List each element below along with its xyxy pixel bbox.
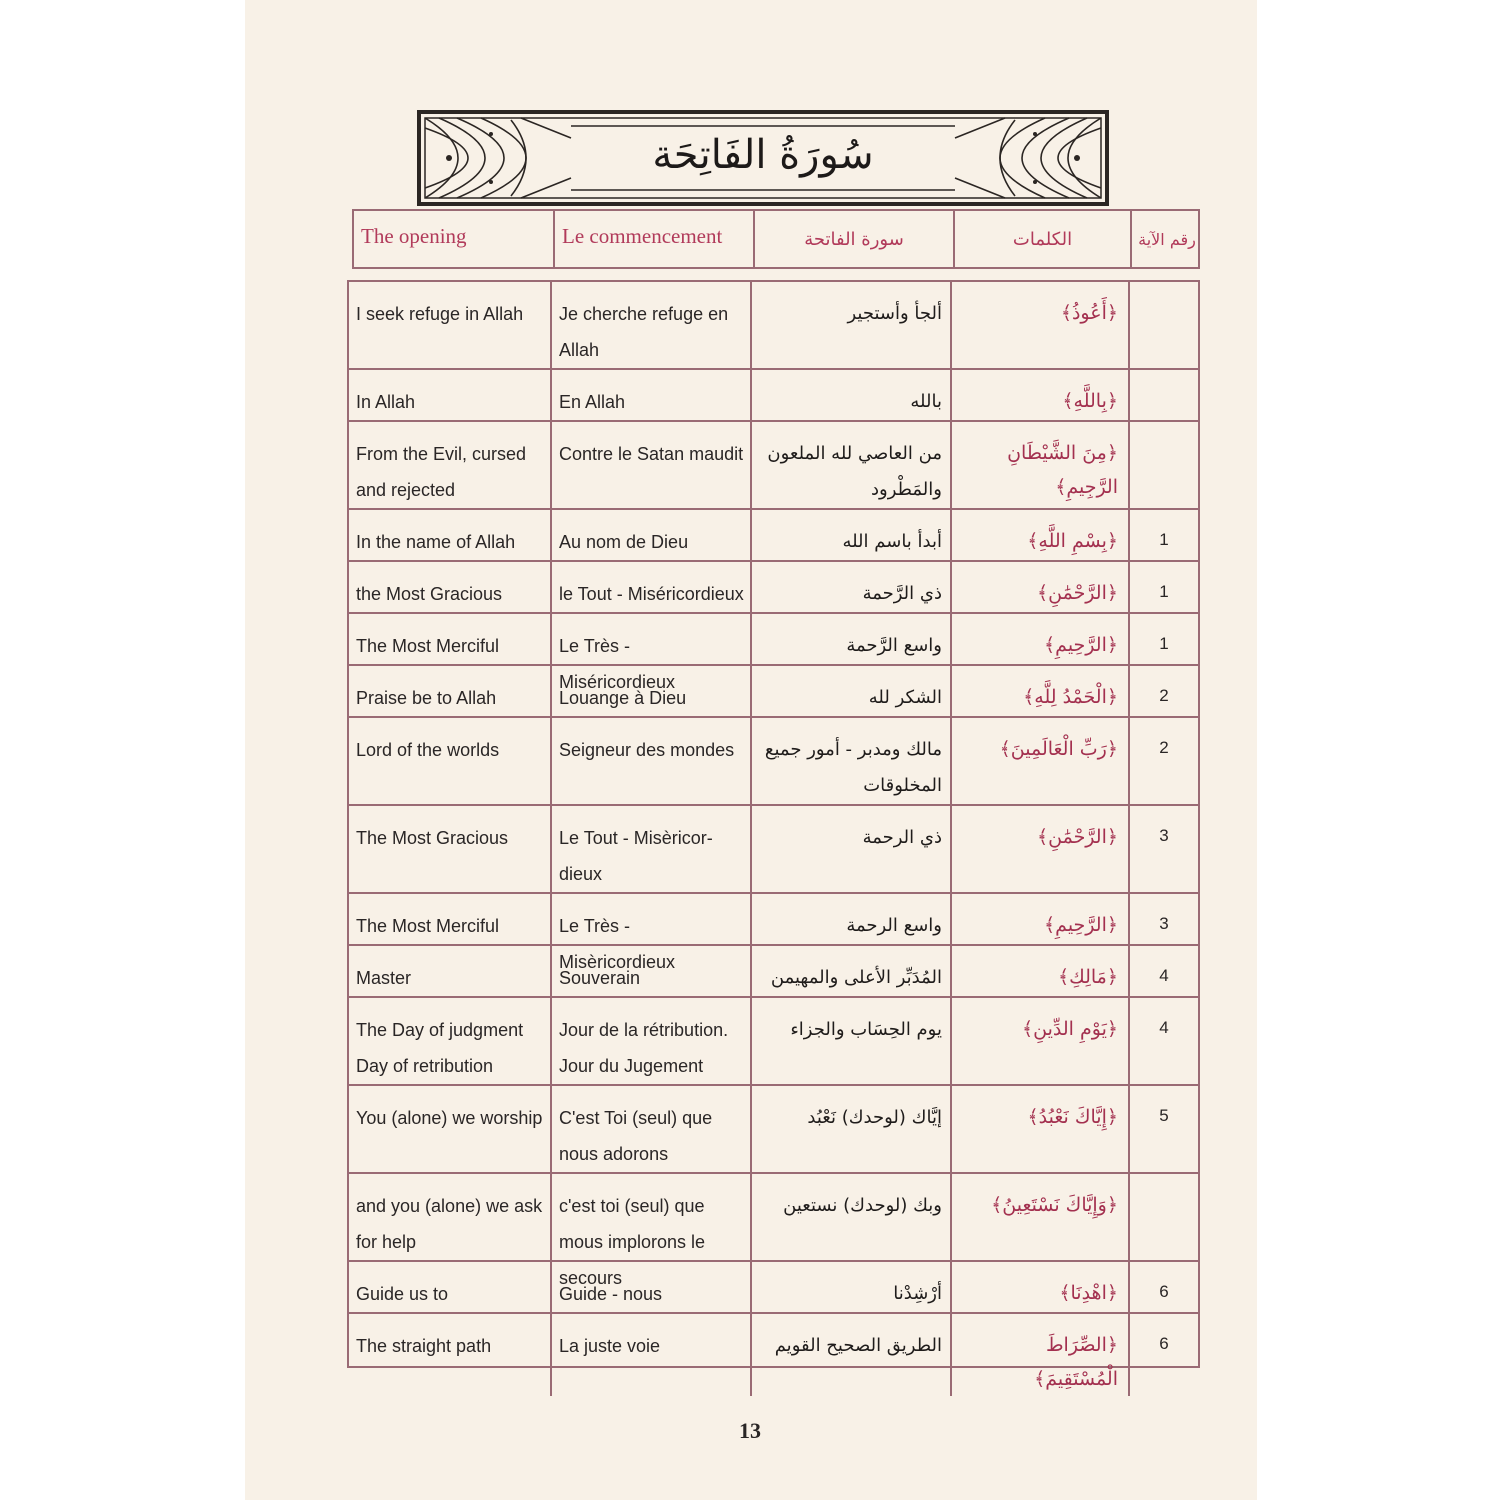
french-cell: Je cherche refuge en Allah bbox=[552, 282, 752, 368]
arabic-meaning-cell: ذي الرحمة bbox=[752, 806, 952, 892]
verse-number-cell: 2 bbox=[1159, 738, 1169, 757]
french-cell: Au nom de Dieu bbox=[552, 510, 752, 560]
french-cell: La juste voie bbox=[552, 1314, 752, 1396]
verse-number-cell: 4 bbox=[1159, 1018, 1169, 1037]
verse-number-cell: 1 bbox=[1159, 582, 1169, 601]
english-cell: In Allah bbox=[349, 370, 552, 420]
verse-number-cell bbox=[1130, 282, 1198, 368]
french-cell: Guide - nous bbox=[552, 1262, 752, 1312]
arabic-meaning-cell: وبك (لوحدك) نستعين bbox=[752, 1174, 952, 1296]
quran-word-cell: ﴿الصِّرَاطَ الْمُسْتَقِيمَ﴾ bbox=[952, 1314, 1130, 1396]
table-row bbox=[349, 422, 1198, 510]
quran-word-cell: ﴿يَوْمِ الدِّينِ﴾ bbox=[952, 998, 1130, 1084]
arabic-meaning-cell: يوم الحِسَاب والجزاء bbox=[752, 998, 952, 1084]
quran-word-cell: ﴿الرَّحْمَٰنِ﴾ bbox=[952, 562, 1130, 612]
quran-word-cell: ﴿الْحَمْدُ لِلَّهِ﴾ bbox=[952, 666, 1130, 716]
french-cell: Contre le Satan maudit bbox=[552, 422, 752, 508]
table-row bbox=[349, 282, 1198, 370]
french-cell: Le Très - Miséricordieux bbox=[552, 614, 752, 700]
english-cell: In the name of Allah bbox=[349, 510, 552, 560]
vocabulary-table bbox=[347, 280, 1200, 1390]
english-cell: Praise be to Allah bbox=[349, 666, 552, 716]
table-header bbox=[352, 209, 1200, 269]
english-cell: You (alone) we worship bbox=[349, 1086, 552, 1172]
table-row bbox=[349, 614, 1198, 692]
arabic-meaning-cell: ذي الرَّحمة bbox=[752, 562, 952, 612]
verse-number-cell: 6 bbox=[1159, 1334, 1169, 1353]
table-row bbox=[349, 946, 1198, 998]
quran-word-cell: ﴿وَإِيَّاكَ نَسْتَعِينُ﴾ bbox=[952, 1174, 1130, 1296]
table-row bbox=[349, 1262, 1198, 1314]
arabic-meaning-cell: أبدأ باسم الله bbox=[752, 510, 952, 560]
arabic-meaning-cell: إيَّاك (لوحدك) نَعْبُد bbox=[752, 1086, 952, 1172]
header-arabic-meaning: سورة الفاتحة bbox=[755, 211, 955, 267]
table-row bbox=[349, 1314, 1198, 1390]
table-row bbox=[349, 1086, 1198, 1174]
header-english: The opening bbox=[354, 211, 555, 267]
quran-word-cell: ﴿اهْدِنَا﴾ bbox=[952, 1262, 1130, 1312]
verse-number-cell: 5 bbox=[1159, 1106, 1169, 1125]
table-row bbox=[349, 894, 1198, 972]
french-cell: Jour de la rétribution. Jour du Jugement bbox=[552, 998, 752, 1084]
arabic-meaning-cell: واسع الرحمة bbox=[752, 894, 952, 980]
quran-word-cell: ﴿أَعُوذُ﴾ bbox=[952, 282, 1130, 368]
english-cell: the Most Gracious bbox=[349, 562, 552, 612]
arabic-meaning-cell: المُدَبِّر الأعلى والمهيمن bbox=[752, 946, 952, 996]
english-cell: Guide us to bbox=[349, 1262, 552, 1312]
verse-number-cell: 2 bbox=[1159, 686, 1169, 705]
french-cell: Seigneur des mondes bbox=[552, 718, 752, 804]
quran-word-cell: ﴿الرَّحِيمِ﴾ bbox=[952, 894, 1130, 980]
page-number: 13 bbox=[739, 1418, 761, 1443]
table-row bbox=[349, 562, 1198, 614]
table-row bbox=[349, 718, 1198, 806]
english-cell: Master bbox=[349, 946, 552, 996]
arabic-meaning-cell: الشكر لله bbox=[752, 666, 952, 716]
arabic-meaning-cell: بالله bbox=[752, 370, 952, 420]
verse-number-cell: 1 bbox=[1159, 530, 1169, 549]
arabic-meaning-cell: أرْشِدْنا bbox=[752, 1262, 952, 1312]
arabic-meaning-cell: ألجأ وأستجير bbox=[752, 282, 952, 368]
french-cell: Le Tout - Misèricor- dieux bbox=[552, 806, 752, 892]
table-row bbox=[349, 1174, 1198, 1288]
french-cell: C'est Toi (seul) que nous adorons bbox=[552, 1086, 752, 1172]
english-cell: I seek refuge in Allah bbox=[349, 282, 552, 368]
french-cell: Louange à Dieu bbox=[552, 666, 752, 716]
english-cell: and you (alone) we ask for help bbox=[349, 1174, 552, 1296]
header-french: Le commencement bbox=[555, 211, 755, 267]
quran-word-cell: ﴿مَالِكِ﴾ bbox=[952, 946, 1130, 996]
verse-number-cell bbox=[1130, 370, 1198, 420]
french-cell: le Tout - Miséricordieux bbox=[552, 562, 752, 612]
header-verse-number: رقم الآية bbox=[1138, 229, 1196, 249]
surah-title: سُورَةُ الفَاتِحَة bbox=[652, 132, 874, 178]
english-cell: The straight path bbox=[349, 1314, 552, 1396]
table-row bbox=[349, 998, 1198, 1086]
header-words: الكلمات bbox=[955, 211, 1132, 267]
verse-number-cell: 3 bbox=[1159, 826, 1169, 845]
quran-word-cell: ﴿إِيَّاكَ نَعْبُدُ﴾ bbox=[952, 1086, 1130, 1172]
arabic-meaning-cell: مالك ومدبر - أمور جميع المخلوقات bbox=[752, 718, 952, 804]
english-cell: The Most Gracious bbox=[349, 806, 552, 892]
table-row bbox=[349, 510, 1198, 562]
verse-number-cell bbox=[1130, 422, 1198, 508]
french-cell: Souverain bbox=[552, 946, 752, 996]
table-row bbox=[349, 370, 1198, 422]
english-cell: The Day of judgment Day of retribution bbox=[349, 998, 552, 1084]
french-cell: c'est toi (seul) que mous implorons le secours bbox=[552, 1174, 752, 1296]
french-cell: Le Très - Misèricordieux bbox=[552, 894, 752, 980]
verse-number-cell: 3 bbox=[1159, 914, 1169, 933]
quran-word-cell: ﴿رَبِّ الْعَالَمِينَ﴾ bbox=[952, 718, 1130, 804]
surah-title-frame bbox=[417, 110, 1109, 206]
english-cell: The Most Merciful bbox=[349, 614, 552, 700]
french-cell: En Allah bbox=[552, 370, 752, 420]
table-row bbox=[349, 666, 1198, 718]
table-row bbox=[349, 806, 1198, 894]
quran-word-cell: ﴿الرَّحْمَٰنِ﴾ bbox=[952, 806, 1130, 892]
quran-word-cell: ﴿الرَّحِيمِ﴾ bbox=[952, 614, 1130, 700]
english-cell: From the Evil, cursed and rejected bbox=[349, 422, 552, 508]
english-cell: The Most Merciful bbox=[349, 894, 552, 980]
arabic-meaning-cell: واسع الرَّحمة bbox=[752, 614, 952, 700]
arabic-meaning-cell: الطريق الصحيح القويم bbox=[752, 1314, 952, 1396]
quran-word-cell: ﴿مِنَ الشَّيْطَانِ الرَّجِيمِ﴾ bbox=[952, 422, 1130, 508]
verse-number-cell: 1 bbox=[1159, 634, 1169, 653]
arabic-meaning-cell: من العاصي لله الملعون والمَطْرود bbox=[752, 422, 952, 508]
quran-word-cell: ﴿بِسْمِ اللَّهِ﴾ bbox=[952, 510, 1130, 560]
quran-word-cell: ﴿بِاللَّهِ﴾ bbox=[952, 370, 1130, 420]
verse-number-cell: 4 bbox=[1159, 966, 1169, 985]
english-cell: Lord of the worlds bbox=[349, 718, 552, 804]
verse-number-cell: 6 bbox=[1159, 1282, 1169, 1301]
